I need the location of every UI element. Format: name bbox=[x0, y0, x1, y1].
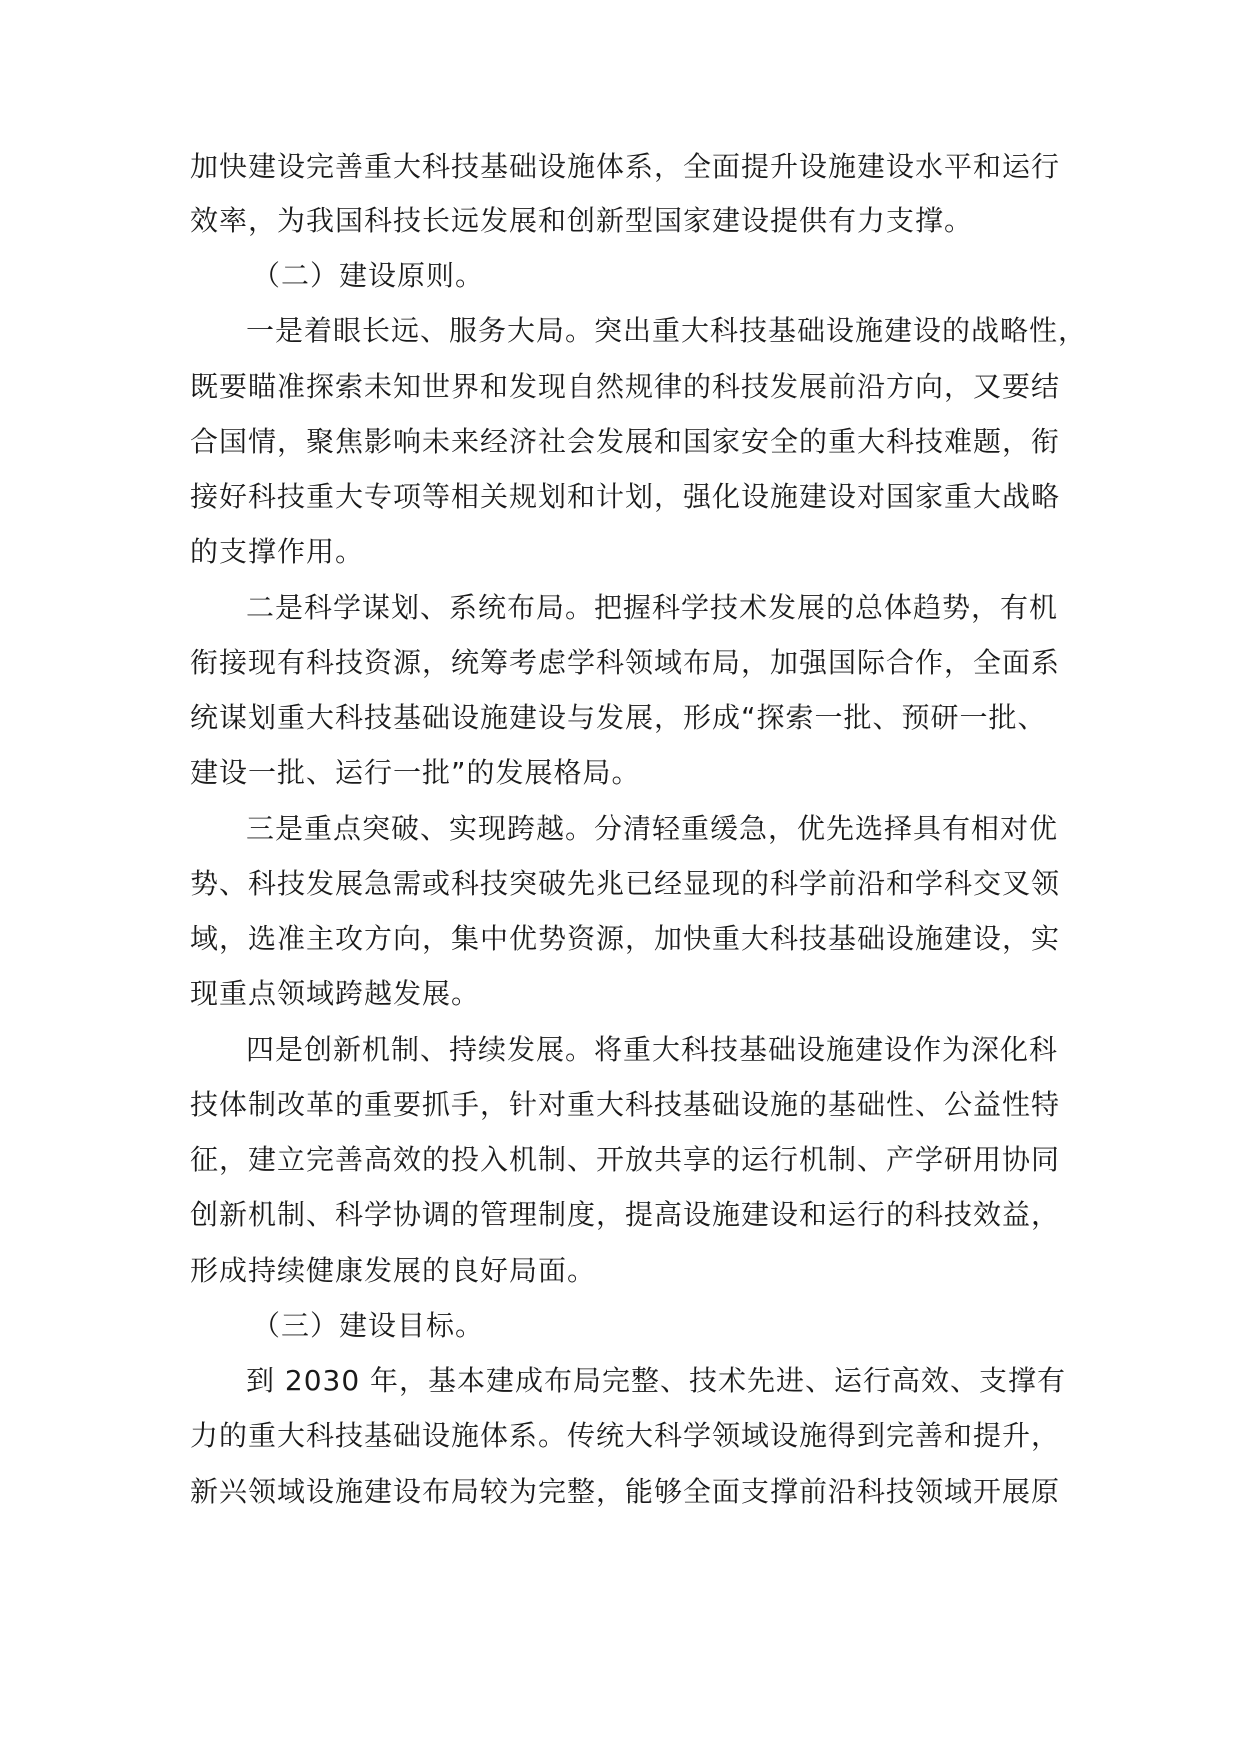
text-line: 技体制改革的重要抓手，针对重大科技基础设施的基础性、公益性特 bbox=[190, 1088, 1061, 1121]
text-line: 势、科技发展急需或科技突破先兆已经显现的科学前沿和学科交叉领 bbox=[190, 867, 1061, 900]
section-heading: （三）建设目标。 bbox=[252, 1309, 485, 1342]
text-line: 合国情，聚焦影响未来经济社会发展和国家安全的重大科技难题，衔 bbox=[190, 425, 1061, 458]
text-line: 现重点领域跨越发展。 bbox=[190, 977, 481, 1010]
text-line: 域，选准主攻方向，集中优势资源，加快重大科技基础设施建设，实 bbox=[190, 922, 1061, 955]
text-line: 加快建设完善重大科技基础设施体系，全面提升设施建设水平和运行 bbox=[190, 150, 1061, 183]
text-line: 既要瞄准探索未知世界和发现自然规律的科技发展前沿方向，又要结 bbox=[190, 370, 1061, 403]
paragraph-first-line: 三是重点突破、实现跨越。分清轻重缓急，优先选择具有相对优 bbox=[246, 812, 1059, 845]
text-line: 效率，为我国科技长远发展和创新型国家建设提供有力支撑。 bbox=[190, 204, 974, 237]
paragraph-first-line: 到 2030 年，基本建成布局完整、技术先进、运行高效、支撑有 bbox=[246, 1364, 1067, 1397]
paragraph-first-line: 四是创新机制、持续发展。将重大科技基础设施建设作为深化科 bbox=[246, 1033, 1059, 1066]
text-line: 接好科技重大专项等相关规划和计划，强化设施建设对国家重大战略 bbox=[190, 480, 1061, 513]
text-line: 的支撑作用。 bbox=[190, 535, 365, 568]
text-line: 力的重大科技基础设施体系。传统大科学领域设施得到完善和提升， bbox=[190, 1419, 1061, 1452]
text-line: 征，建立完善高效的投入机制、开放共享的运行机制、产学研用协同 bbox=[190, 1143, 1061, 1176]
paragraph-first-line: 二是科学谋划、系统布局。把握科学技术发展的总体趋势，有机 bbox=[246, 591, 1059, 624]
text-line: 形成持续健康发展的良好局面。 bbox=[190, 1254, 597, 1287]
text-line: 衔接现有科技资源，统筹考虑学科领域布局，加强国际合作，全面系 bbox=[190, 646, 1061, 679]
text-line: 创新机制、科学协调的管理制度，提高设施建设和运行的科技效益， bbox=[190, 1198, 1061, 1231]
paragraph-first-line: 一是着眼长远、服务大局。突出重大科技基础设施建设的战略性， bbox=[246, 314, 1088, 347]
section-heading: （二）建设原则。 bbox=[252, 259, 485, 292]
text-line: 建设一批、运行一批”的发展格局。 bbox=[190, 756, 641, 789]
text-line: 新兴领域设施建设布局较为完整，能够全面支撑前沿科技领域开展原 bbox=[190, 1475, 1061, 1508]
text-line: 统谋划重大科技基础设施建设与发展，形成“探索一批、预研一批、 bbox=[190, 701, 1047, 734]
